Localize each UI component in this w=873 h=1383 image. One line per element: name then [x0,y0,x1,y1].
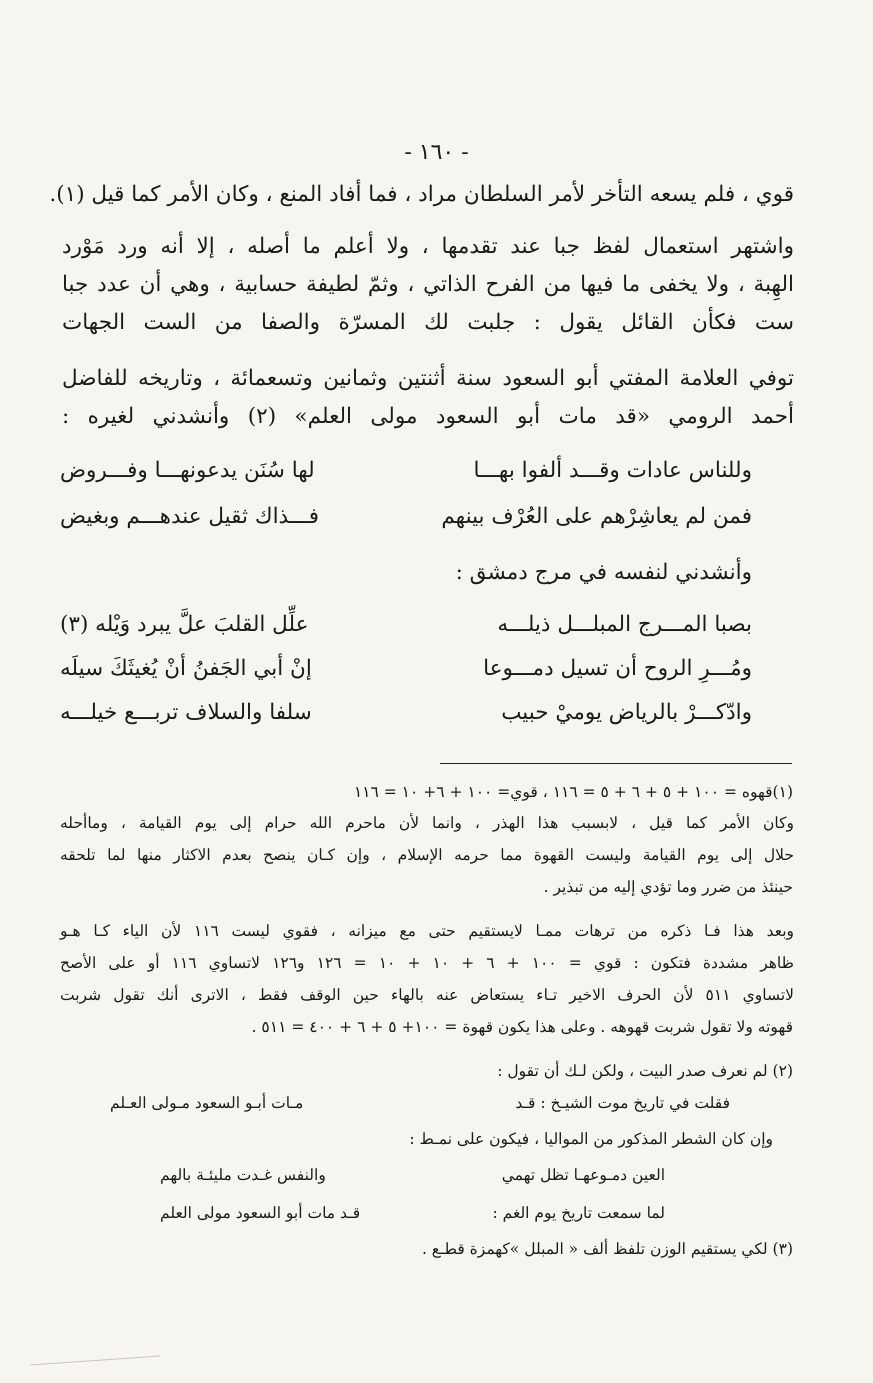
footnote-separator [440,763,792,764]
verse-hemistich-second: قـد مات أبو السعود مولى العلم [160,1204,361,1222]
text-line: ست فكأن القائل يقول : جلبت لك المسرّة والصفا من الست الجهات [62,310,794,335]
footnote-1b-line: قهوته ولا تقول شربت قهوهه . وعلى هذا يكون قهوة = ١٠٠+ ٥ + ٦ + ٤٠٠ = ٥١١ . [251,1018,793,1036]
footnote-2-verse [160,1204,665,1232]
verse-hemistich-first: ومُـــرِ الروح أن تسيل دمـــوعا [483,656,752,681]
verse-line [60,656,792,700]
verse-line [60,612,792,656]
text-line: قوي ، فلم يسعه التأخر لأمر السلطان مراد ، فما أفاد المنع ، وكان الأمر كما قيل (١). [49,182,794,207]
footnote-1-line: (١)قهوه = ١٠٠ + ٥ + ٦ + ٥ = ١١٦ ، قوي= ١٠٠ + ٦+ ١٠ = ١١٦ [353,783,793,801]
verse-line [60,458,792,502]
footnote-1b-line: لاتساوي ٥١١ لأن الحرف الاخير تـاء يستعاض عنه بالهاء حين الوقف فقط ، الاترى أنك تقول شربت [60,986,794,1004]
paragraph-2 [62,228,794,342]
verse-hemistich-first: فقلت في تاريخ موت الشيـخ : قـد [515,1094,730,1112]
verse-hemistich-second: علِّل القلبَ علَّ يبرد وَيْله (٣) [60,612,309,637]
text-line: توفي العلامة المفتي أبو السعود سنة أثنتين وثمانين وتسعمائة ، وتاريخه للفاضل [62,366,794,391]
verse-hemistich-first: وللناس عادات وقـــد ألفوا بهـــا [473,458,752,483]
page-number: - ١٦٠ - [404,140,469,165]
verse-hemistich-second: سلفا والسلاف تربـــع خيلـــه [60,700,312,725]
footnote-2-intro: (٢) لم نعرف صدر البيت ، ولكن لـك أن تقول : [497,1062,793,1080]
verse-hemistich-second: لها سُنَن يدعونهـــا وفـــروض [60,458,315,483]
footnote-2-verse [110,1094,730,1122]
verse-hemistich-second: إنْ أبي الجَفنُ أنْ يُغيثَكَ سيلَه [60,656,312,681]
paragraph-3 [62,360,794,436]
verse-hemistich-first: بصبا المـــرج المبلـــل ذيلـــه [497,612,752,637]
verse-line [60,504,792,548]
verse-hemistich-first: لما سمعت تاريخ يوم الغم : [492,1204,665,1222]
verse-hemistich-second: فـــذاك ثقيل عندهـــم وبغيض [60,504,319,529]
footnote-3: (٣) لكي يستقيم الوزن تلفظ ألف « المبلل »كهمزة قطـع . [421,1240,793,1258]
verse-hemistich-first: فمن لم يعاشِرْهم على العُرْف بينهم [441,504,752,529]
footnote-1b-line: وبعد هذا فـا ذكره من ترهات ممـا لايستقيم حتى مع ميزانه ، فقوي ليست ١١٦ لأن الياء كـا هـو [60,922,794,940]
text-line: واشتهر استعمال لفظ جبا عند تقدمها ، ولا أعلم ما أصله ، إلا أنه ورد مَوْرد [62,234,794,259]
footnote-1-line: حلال إلى يوم القيامة وليست القهوة مما حرمه الإسلام ، وإن كـان ينصح بعدم الاكثار منها لما تلحقه [60,846,794,864]
verse-intro: وأنشدني لنفسه في مرج دمشق : [455,560,752,585]
text-line: أحمد الرومي «قد مات أبو السعود مولى العلم» (٢) وأنشدني لغيره : [62,404,794,429]
verse-hemistich-first: العين دمـوعهـا تظل تهمي [501,1166,665,1184]
paragraph-1 [49,176,794,214]
verse-hemistich-second: مـات أبـو السعود مـولى العـلم [110,1094,304,1112]
footnote-1b-line: ظاهر مشددة فتكون : قوي = ١٠٠ + ٦ + ١٠ + ١٠ = ١٢٦ و١٢٦ لاتساوي ١١٦ أو على الأصح [60,954,794,972]
text-line: الهِبة ، ولا يخفى ما فيها من الفرح الذاتي ، وثمّ لطيفة حسابية ، وهي أن عدد جبا [62,272,794,297]
verse-hemistich-second: والنفس غـدت مليئـة بالهم [160,1166,326,1184]
verse-line [60,700,792,744]
scan-artifact-line [30,1355,160,1365]
footnote-1-line: وكان الأمر كما قيل ، لابسبب هذا الهذر ، وانما لأن ماحرم الله حرام إلى يوم القيامة ، وماأحله [60,814,794,832]
verse-hemistich-first: وادّكـــرْ بالرياض يوميْ حبيب [501,700,752,725]
footnote-2-verse [160,1166,665,1194]
footnote-1-line: حينئذ من ضرر وما تؤدي إليه من تبذير . [543,878,793,896]
footnote-2-mid: وإن كان الشطر المذكور من المواليا ، فيكون على نمـط : [409,1130,773,1148]
